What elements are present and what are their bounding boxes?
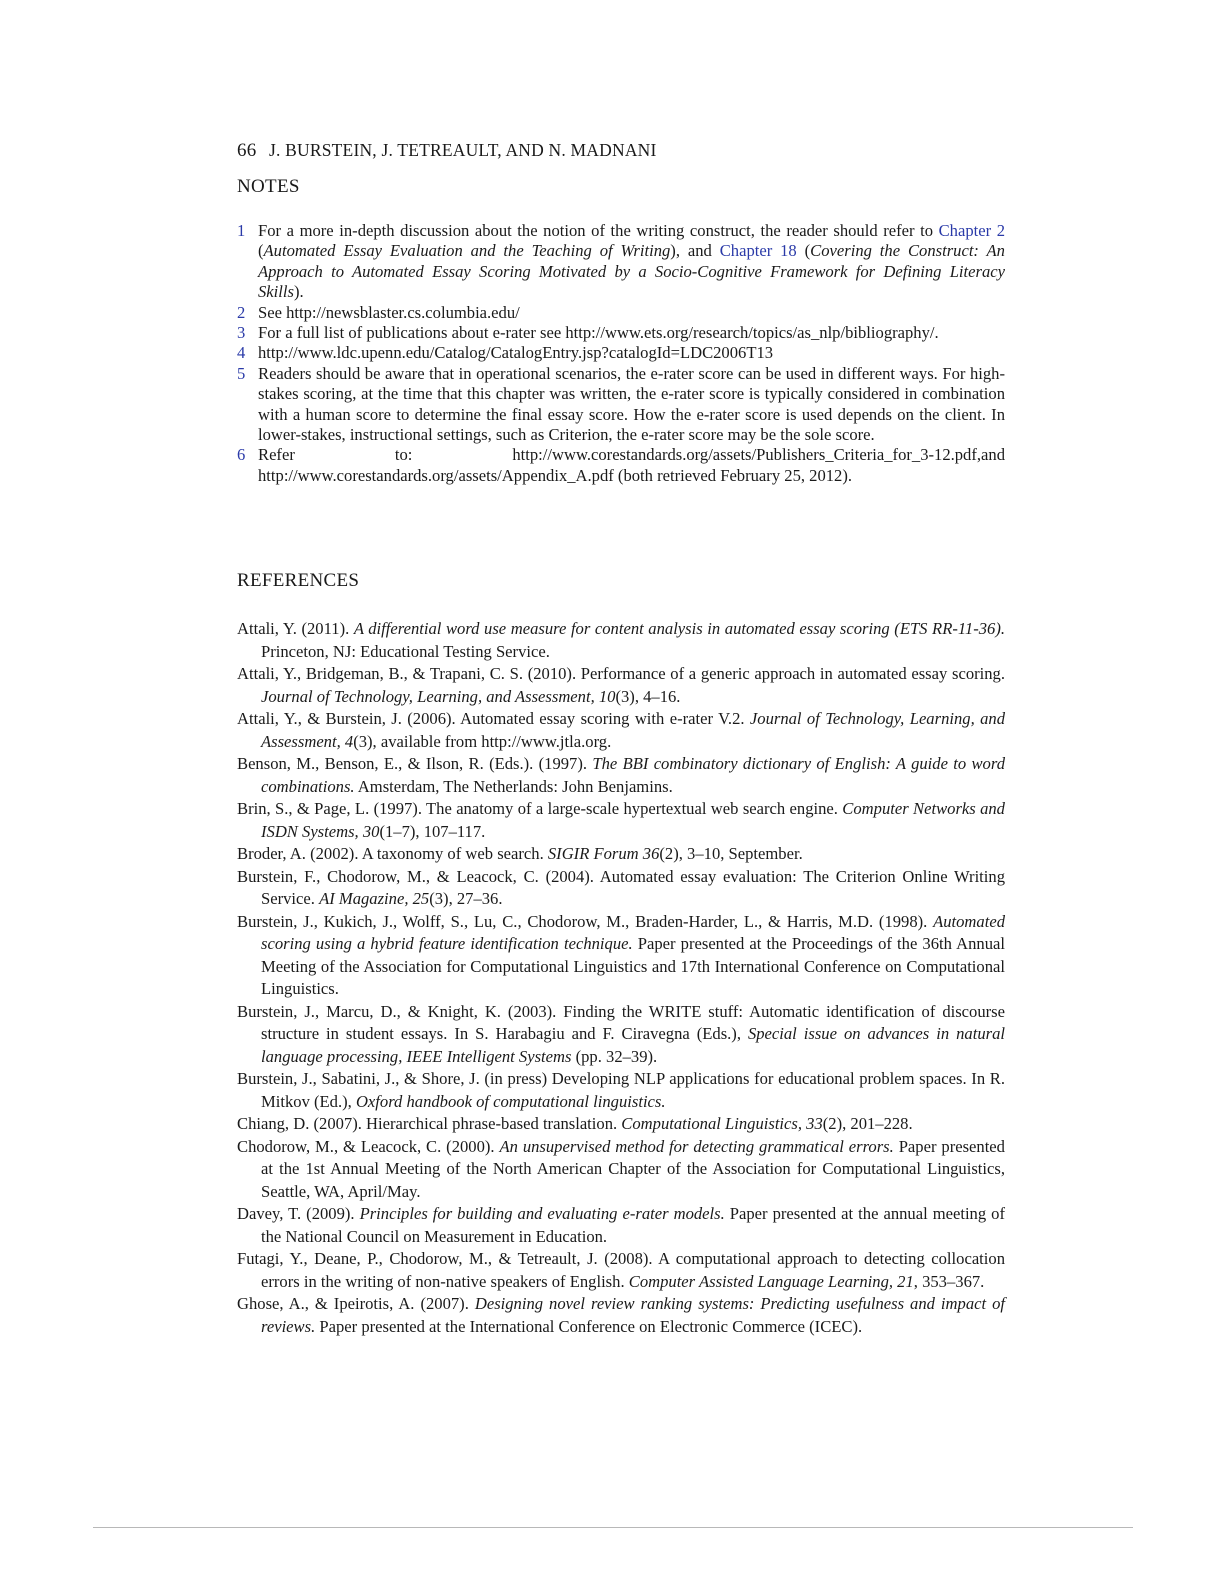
note-item — [237, 343, 1005, 363]
text-segment: Chodorow, M., & Leacock, C. (2000). — [237, 1136, 500, 1156]
italic-text: Automated scoring using a hybrid feature identification technique. — [261, 911, 1005, 953]
text-segment: Broder, A. (2002). A taxonomy of web search. — [237, 844, 548, 863]
text-segment: Burstein, F., Chodorow, M., & Leacock, C. (2004). Automated essay evaluation: The Criterion Online Writing Service. — [237, 866, 1005, 908]
text-segment: ( — [796, 241, 811, 261]
reference-entry — [237, 1136, 1005, 1204]
italic-text: A differential word use measure for content analysis in automated essay scoring (ETS RR-11-36). — [353, 619, 1006, 638]
text-segment: Paper presented at the International Conference on Electronic Commerce (ICEC). — [315, 1316, 863, 1336]
text-segment: Amsterdam, The Netherlands: John Benjamins. — [354, 776, 673, 796]
running-head — [237, 140, 1005, 162]
reference-entry — [237, 911, 1005, 1001]
chapter-link[interactable]: Chapter 2 — [938, 221, 1006, 240]
text-segment: Ghose, A., & Ipeirotis, A. (2007). — [237, 1294, 475, 1313]
text-segment: Benson, M., Benson, E., & Ilson, R. (Eds.). (1997). — [237, 754, 593, 773]
text-segment: See http://newsblaster.cs.columbia.edu/ — [258, 302, 520, 322]
italic-text: Computational Linguistics, 33 — [621, 1114, 823, 1133]
note-number[interactable]: 6 — [237, 445, 246, 465]
notes-heading: NOTES — [237, 176, 300, 197]
italic-text: Covering the Construct: An Approach to Automated Essay Scoring Motivated by a Socio-Cognitive Framework for Defining Literacy Skills — [258, 241, 1005, 302]
text-segment: Burstein, J., Marcu, D., & Knight, K. (2003). Finding the WRITE stuff: Automatic identification of discourse structure in student essays. In S. Harabagiu and F. Ciravegna (Eds.), — [237, 1001, 1005, 1043]
text-segment: (2), 201–228. — [822, 1114, 913, 1133]
text-segment: Brin, S., & Page, L. (1997). The anatomy of a large-scale hypertextual web search engine. — [237, 799, 843, 818]
text-segment: Burstein, J., Kukich, J., Wolff, S., Lu, C., Chodorow, M., Braden-Harder, L., & Harris, M.D. (1998). — [237, 911, 934, 931]
italic-text: Journal of Technology, Learning, and Assessment, 10 — [261, 686, 616, 706]
reference-entry — [237, 1203, 1005, 1248]
text-segment: Readers should be aware that in operational scenarios, the e-rater score can be used in different ways. For high-stakes scoring, at the time that this chapter was written, the e-rater score is typically considered in combination with a human score to determine the final essay score. How the e-rater score is used depends on the client. In lower-stakes, instructional settings, such as Criterion, the e-rater score may be the sole score. — [258, 363, 1005, 445]
italic-text: Computer Networks and ISDN Systems, 30 — [261, 799, 1005, 841]
reference-entry — [237, 1001, 1005, 1069]
text-segment: For a full list of publications about e-rater see http://www.ets.org/research/topics/as_nlp/bibliography/. — [258, 323, 939, 343]
references-list — [237, 618, 1005, 1338]
text-segment: (3), available from http://www.jtla.org. — [353, 731, 612, 751]
footer-rule — [93, 1527, 1133, 1528]
note-number[interactable]: 1 — [237, 221, 246, 240]
text-segment: Paper presented at the 1st Annual Meeting of the North American Chapter of the Association for Computational Linguistics, Seattle, WA, April/May. — [261, 1136, 1005, 1201]
text-segment: (pp. 32–39). — [571, 1046, 658, 1066]
text-segment: ). — [293, 282, 304, 302]
text-segment: , 353–367. — [913, 1271, 985, 1291]
note-item — [237, 445, 1005, 486]
note-item — [237, 303, 1005, 323]
italic-text: AI Magazine, 25 — [319, 889, 430, 908]
reference-entry — [237, 843, 1005, 866]
note-number[interactable]: 4 — [237, 343, 246, 363]
note-item — [237, 364, 1005, 446]
reference-entry — [237, 618, 1005, 663]
reference-entry — [237, 1068, 1005, 1113]
reference-entry — [237, 1248, 1005, 1293]
text-segment: ( — [258, 241, 264, 261]
text-segment: Princeton, NJ: Educational Testing Service. — [261, 641, 550, 661]
italic-text: Principles for building and evaluating e-rater models. — [359, 1204, 725, 1223]
page-number: 66 — [237, 140, 257, 161]
text-segment: Burstein, J., Sabatini, J., & Shore, J. (in press) Developing NLP applications for educational problem spaces. In R. Mitkov (Ed.), — [237, 1069, 1005, 1111]
notes-list — [237, 221, 1005, 486]
text-segment: Futagi, Y., Deane, P., Chodorow, M., & Tetreault, J. (2008). A computational approach to detecting collocation errors in the writing of non-native speakers of English. — [237, 1249, 1005, 1291]
italic-text: SIGIR Forum 36 — [547, 844, 660, 863]
text-segment: Paper presented at the annual meeting of the National Council on Measurement in Education. — [261, 1204, 1005, 1246]
italic-text: Oxford handbook of computational linguistics. — [355, 1091, 666, 1111]
italic-text: An unsupervised method for detecting grammatical errors. — [499, 1136, 894, 1156]
text-segment: Attali, Y., Bridgeman, B., & Trapani, C. S. (2010). Performance of a generic approach in automated essay scoring. — [237, 664, 1005, 683]
note-number[interactable]: 3 — [237, 323, 246, 343]
text-segment: Paper presented at the Proceedings of the 36th Annual Meeting of the Association for Computational Linguistics and 17th International Conference on Computational Linguistics. — [261, 934, 1005, 998]
text-segment: Refer to: http://www.corestandards.org/assets/Publishers_Criteria_for_3-12.pdf,and http://www.corestandards.org/assets/Appendix_A.pdf (both retrieved February 25, 2012). — [258, 445, 1005, 485]
note-item — [237, 221, 1005, 303]
note-item — [237, 323, 1005, 343]
text-segment: Davey, T. (2009). — [237, 1204, 360, 1223]
italic-text: Journal of Technology, Learning, and Assessment, 4 — [261, 709, 1005, 751]
text-segment: (1–7), 107–117. — [379, 821, 486, 841]
running-head-authors: J. BURSTEIN, J. TETREAULT, AND N. MADNANI — [268, 140, 657, 160]
text-segment: (3), 4–16. — [615, 686, 681, 706]
text-segment: Chiang, D. (2007). Hierarchical phrase-based translation. — [237, 1114, 622, 1133]
italic-text: Special issue on advances in natural language processing, IEEE Intelligent Systems — [261, 1024, 1005, 1066]
references-heading: REFERENCES — [237, 570, 360, 591]
reference-entry — [237, 663, 1005, 708]
chapter-link[interactable]: Chapter 18 — [719, 241, 797, 261]
reference-entry — [237, 798, 1005, 843]
reference-entry — [237, 1113, 1005, 1136]
text-segment: http://www.ldc.upenn.edu/Catalog/CatalogEntry.jsp?catalogId=LDC2006T13 — [258, 343, 774, 363]
text-segment: ), and — [670, 241, 720, 261]
text-segment: (2), 3–10, September. — [659, 844, 803, 863]
note-number[interactable]: 5 — [237, 363, 246, 383]
italic-text: Automated Essay Evaluation and the Teaching of Writing — [263, 241, 671, 261]
text-segment: For a more in-depth discussion about the notion of the writing construct, the reader should refer to — [258, 221, 939, 240]
italic-text: The BBI combinatory dictionary of English: A guide to word combinations. — [261, 754, 1005, 796]
reference-entry — [237, 708, 1005, 753]
reference-entry — [237, 1293, 1005, 1338]
italic-text: Computer Assisted Language Learning, 21 — [628, 1271, 914, 1291]
text-segment: Attali, Y. (2011). — [237, 619, 354, 638]
italic-text: Designing novel review ranking systems: Predicting usefulness and impact of reviews. — [261, 1294, 1005, 1336]
text-segment: (3), 27–36. — [429, 889, 503, 908]
note-number[interactable]: 2 — [237, 302, 246, 322]
text-segment: Attali, Y., & Burstein, J. (2006). Automated essay scoring with e-rater V.2. — [237, 709, 750, 728]
reference-entry — [237, 753, 1005, 798]
reference-entry — [237, 866, 1005, 911]
